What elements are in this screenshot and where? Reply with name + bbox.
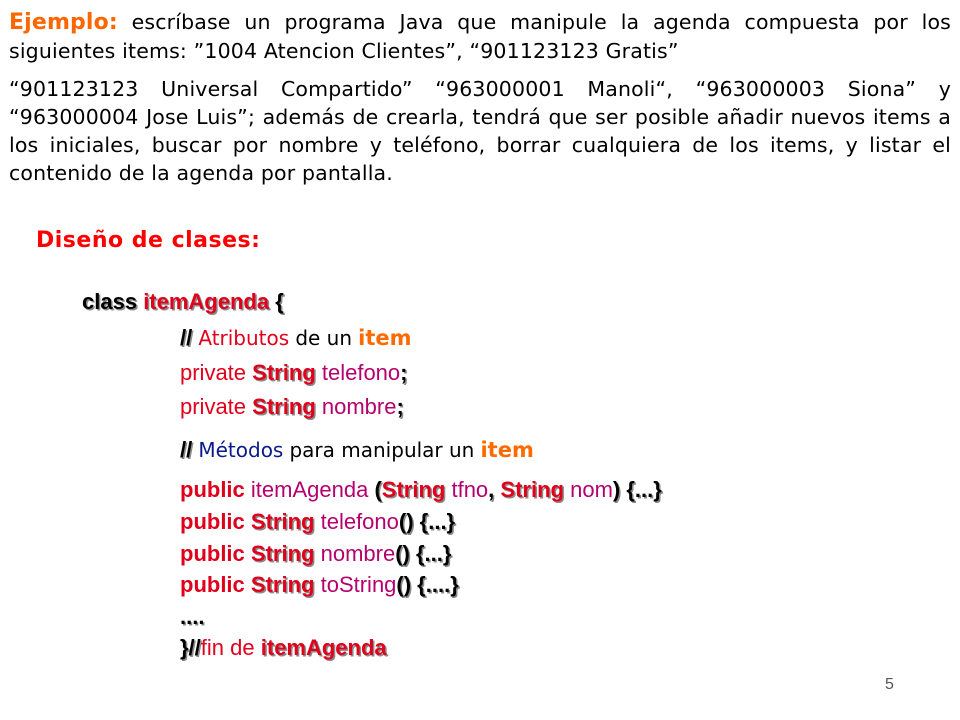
private-keyword: private — [180, 360, 247, 385]
code-line-nombre-field — [180, 393, 404, 421]
page-number: 5 — [885, 676, 894, 693]
code-line-class — [82, 288, 284, 316]
code-line-methods-comment — [180, 436, 534, 464]
intro-line-2: “901123123 Universal Compartido” “963000001 Manoli“, “963000003 Siona” y “963000004 Jose Luis”; además de crearla, tendrá que ser posible añadir nuevos items a los iniciales, buscar por nombre y teléfono, borrar cualquiera de los items, y listar el contenido de la agenda por pantalla. — [9, 77, 951, 185]
string-type: String — [250, 572, 315, 597]
code-line-tostring-method — [180, 571, 459, 599]
end-class-name: itemAgenda — [260, 635, 387, 660]
string-type: String — [500, 477, 564, 502]
comment-item: item — [480, 438, 534, 462]
class-keyword: class — [82, 289, 138, 314]
public-keyword: public — [180, 541, 245, 566]
string-type: String — [252, 394, 316, 419]
method-tostring: toString — [320, 572, 397, 597]
comment-slashes: // — [180, 437, 193, 462]
method-body: {...} — [626, 477, 662, 502]
code-line-end-class — [180, 634, 387, 662]
comma: , — [488, 477, 495, 502]
semicolon: ; — [396, 394, 404, 419]
comment-de-un: de un — [295, 326, 353, 350]
method-signature: () {...} — [395, 541, 452, 566]
string-type: String — [250, 509, 315, 534]
code-line-telefono-field — [180, 359, 407, 387]
param-tfno: tfno — [451, 477, 489, 502]
end-comment-text: fin de — [200, 635, 255, 660]
close-paren: ) — [612, 477, 621, 502]
semicolon: ; — [400, 360, 408, 385]
code-line-attributes-comment — [180, 324, 412, 352]
intro-paragraph — [9, 8, 951, 187]
ellipsis: .... — [180, 604, 205, 629]
method-telefono: telefono — [320, 509, 399, 534]
public-keyword: public — [180, 572, 245, 597]
string-type: String — [381, 477, 446, 502]
string-type: String — [250, 541, 315, 566]
constructor-name: itemAgenda — [250, 477, 369, 502]
public-keyword: public — [180, 477, 245, 502]
comment-item: item — [358, 326, 412, 350]
code-line-nombre-method — [180, 540, 451, 568]
comment-slashes: // — [180, 325, 193, 350]
private-keyword: private — [180, 394, 247, 419]
comment-metodos: Métodos — [198, 438, 284, 462]
public-keyword: public — [180, 509, 245, 534]
open-brace: { — [275, 289, 284, 314]
intro-line-1 — [9, 8, 951, 65]
code-line-ellipsis — [180, 603, 204, 631]
code-line-constructor — [180, 476, 662, 504]
method-nombre: nombre — [320, 541, 396, 566]
field-nombre: nombre — [321, 394, 397, 419]
closing-brace-comment: }// — [180, 635, 201, 660]
method-signature: () {....} — [396, 572, 459, 597]
string-type: String — [252, 360, 316, 385]
comment-atributos: Atributos — [198, 326, 290, 350]
design-title: Diseño de clases: — [36, 228, 261, 253]
method-signature: () {...} — [398, 509, 456, 534]
intro-text-1: escríbase un programa Java que manipule la agenda compuesta por los siguientes items: ”1004 Atencion Clientes”, “901123123 Gratis” — [9, 10, 951, 63]
comment-para-manipular: para manipular un — [289, 438, 475, 462]
example-label: Ejemplo: — [9, 10, 118, 35]
code-line-telefono-method — [180, 508, 455, 536]
class-name: itemAgenda — [143, 289, 270, 314]
field-telefono: telefono — [321, 360, 401, 385]
open-paren: ( — [374, 477, 382, 502]
param-nom: nom — [570, 477, 613, 502]
